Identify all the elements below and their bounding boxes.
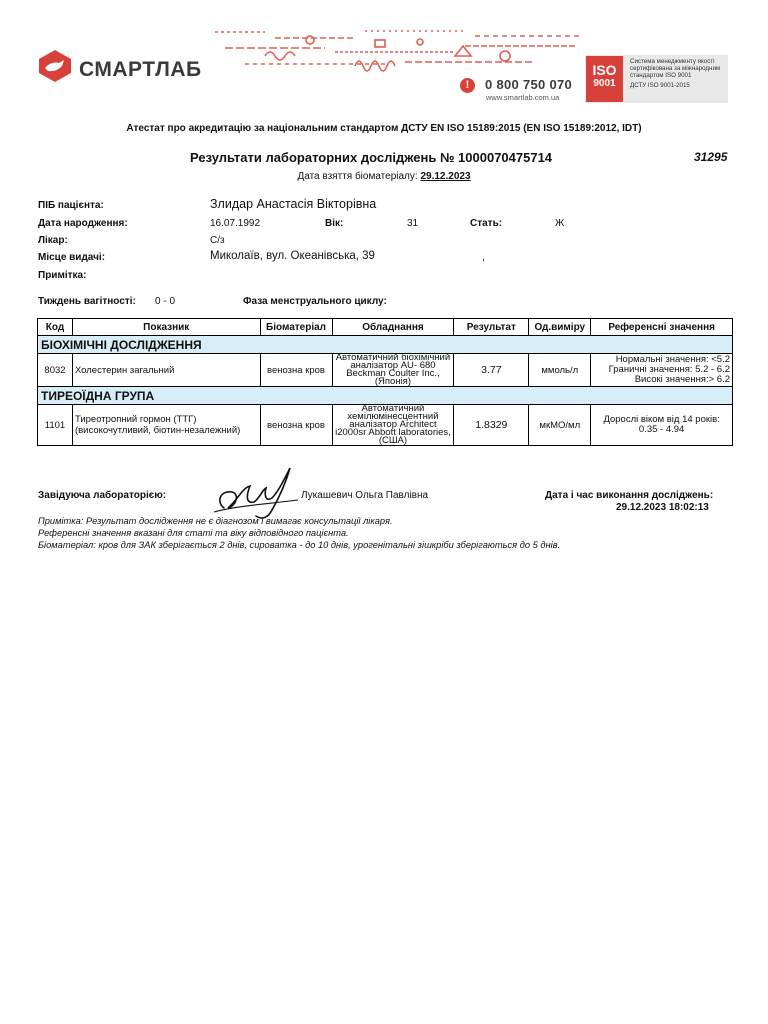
section-title: БІОХІМІЧНІ ДОСЛІДЖЕННЯ [38, 336, 733, 354]
age-label: Вік: [325, 218, 344, 229]
cell-indicator: Холестерин загальний [72, 354, 260, 387]
header-biomaterial: Біоматеріал [260, 319, 332, 336]
header-reference: Референсні значення [591, 319, 733, 336]
cell-unit: мкМО/мл [529, 405, 591, 446]
cell-result: 3.77 [454, 354, 529, 387]
cell-code: 8032 [38, 354, 73, 387]
results-table [37, 318, 733, 446]
note-line: Біоматеріал: кров для ЗАК зберігається 2 днів, сироватка - до 10 днів, урогенітальні зішкріби зберігаються до 5 днів. [38, 540, 561, 550]
cell-unit: ммоль/л [529, 354, 591, 387]
reference-line: Високі значення:> 6.2 [634, 374, 730, 385]
note-line: Примітка: Результат дослідження не є діагнозом і вимагає консультації лікаря. [38, 516, 393, 526]
sampling-date-line [0, 171, 768, 182]
header-indicator: Показник [72, 319, 260, 336]
patient-name: Злидар Анастасія Вікторівна [210, 197, 377, 211]
iso-text-sub: ДСТУ ISO 9001-2015 [630, 81, 690, 89]
pregnancy-value: 0 - 0 [155, 296, 176, 307]
pregnancy-label: Тиждень вагітності: [38, 296, 136, 307]
cycle-phase-label: Фаза менструального циклу: [243, 296, 387, 307]
note-line: Референсні значення вказані для статі та віку відповідного пацієнта. [38, 528, 349, 538]
iso-text-main: Система менеджменту якості сертифікована за міжнародним стандартом ISO 9001 [630, 58, 721, 80]
iso-badge-bottom: 9001 [593, 78, 616, 89]
header-equipment: Обладнання [332, 319, 454, 336]
reference-line: Граничні значення: 5.2 - 6.2 [608, 364, 730, 375]
place-label: Місце видачі: [38, 252, 106, 263]
sex-value: Ж [555, 218, 565, 229]
sampling-date: 29.12.2023 [420, 171, 471, 182]
lab-decoration-banner [205, 26, 585, 76]
reference-line: Дорослі віком від 14 років: 0.35 - 4.94 [603, 414, 720, 435]
place-extra: , [482, 252, 485, 263]
dob-value: 16.07.1992 [210, 218, 261, 229]
info-icon: ! [460, 78, 475, 93]
cell-biomaterial: венозна кров [260, 354, 332, 387]
footer-notes [38, 515, 560, 551]
completion-label: Дата і час виконання досліджень: [545, 490, 714, 501]
cell-code: 1101 [38, 405, 73, 446]
iso-badge-top: ISO [592, 62, 617, 78]
cell-reference [591, 354, 733, 387]
section-row-biochemistry [38, 336, 733, 354]
cell-indicator: Тиреотропний гормон (ТТГ) (високочутливий, біотин-незалежний) [72, 405, 260, 446]
reference-line: Нормальні значення: <5.2 [615, 354, 730, 365]
cell-equipment: Автоматичний хемілюмінесцентний аналізатор Architect i2000sr Abbott laboratories, (США) [332, 405, 454, 446]
iso-badge-icon [586, 56, 623, 102]
lab-head-name: Лукашевич Ольга Павлівна [301, 490, 429, 501]
place-value: Миколаїв, вул. Океанівська, 39 [210, 250, 375, 262]
section-row-thyroid [38, 387, 733, 405]
completion-datetime: 29.12.2023 18:02:13 [616, 502, 709, 513]
table-row [38, 405, 733, 446]
cell-equipment: Автоматичний біохімічний аналізатор AU- 680 Beckman Coulter Inc., (Японія) [332, 354, 454, 387]
table-row [38, 354, 733, 387]
iso-certification-text [630, 58, 726, 89]
page-title: Результати лабораторних досліджень № 1000070475714 [190, 150, 553, 165]
cell-biomaterial: венозна кров [260, 405, 332, 446]
contact-phone[interactable]: 0 800 750 070 [485, 77, 573, 92]
doctor-label: Лікар: [38, 235, 68, 246]
brand-name: СМАРТЛАБ [79, 58, 202, 81]
doctor-value: С/з [210, 235, 225, 246]
header-unit: Од.виміру [529, 319, 591, 336]
sex-label: Стать: [470, 218, 503, 229]
accreditation-line: Атестат про акредитацію за національним стандартом ДСТУ EN ISO 15189:2015 (EN ISO 15189:2012, IDT) [126, 123, 642, 134]
dob-label: Дата народження: [38, 218, 128, 229]
cell-result: 1.8329 [454, 405, 529, 446]
header-code: Код [38, 319, 73, 336]
website-link[interactable]: www.smartlab.com.ua [486, 93, 560, 102]
smartlab-logo-icon [37, 49, 73, 83]
section-title: ТИРЕОЇДНА ГРУПА [38, 387, 733, 405]
lab-head-label: Завідуюча лабораторією: [38, 490, 167, 501]
note-label: Примітка: [38, 270, 87, 281]
cell-reference [591, 405, 733, 446]
header-result: Результат [454, 319, 529, 336]
sampling-date-label: Дата взяття біоматеріалу: [297, 171, 418, 182]
patient-name-label: ПІБ пацієнта: [38, 200, 104, 211]
age-value: 31 [407, 218, 419, 229]
reference-number: 31295 [694, 150, 728, 164]
table-header-row [38, 319, 733, 336]
